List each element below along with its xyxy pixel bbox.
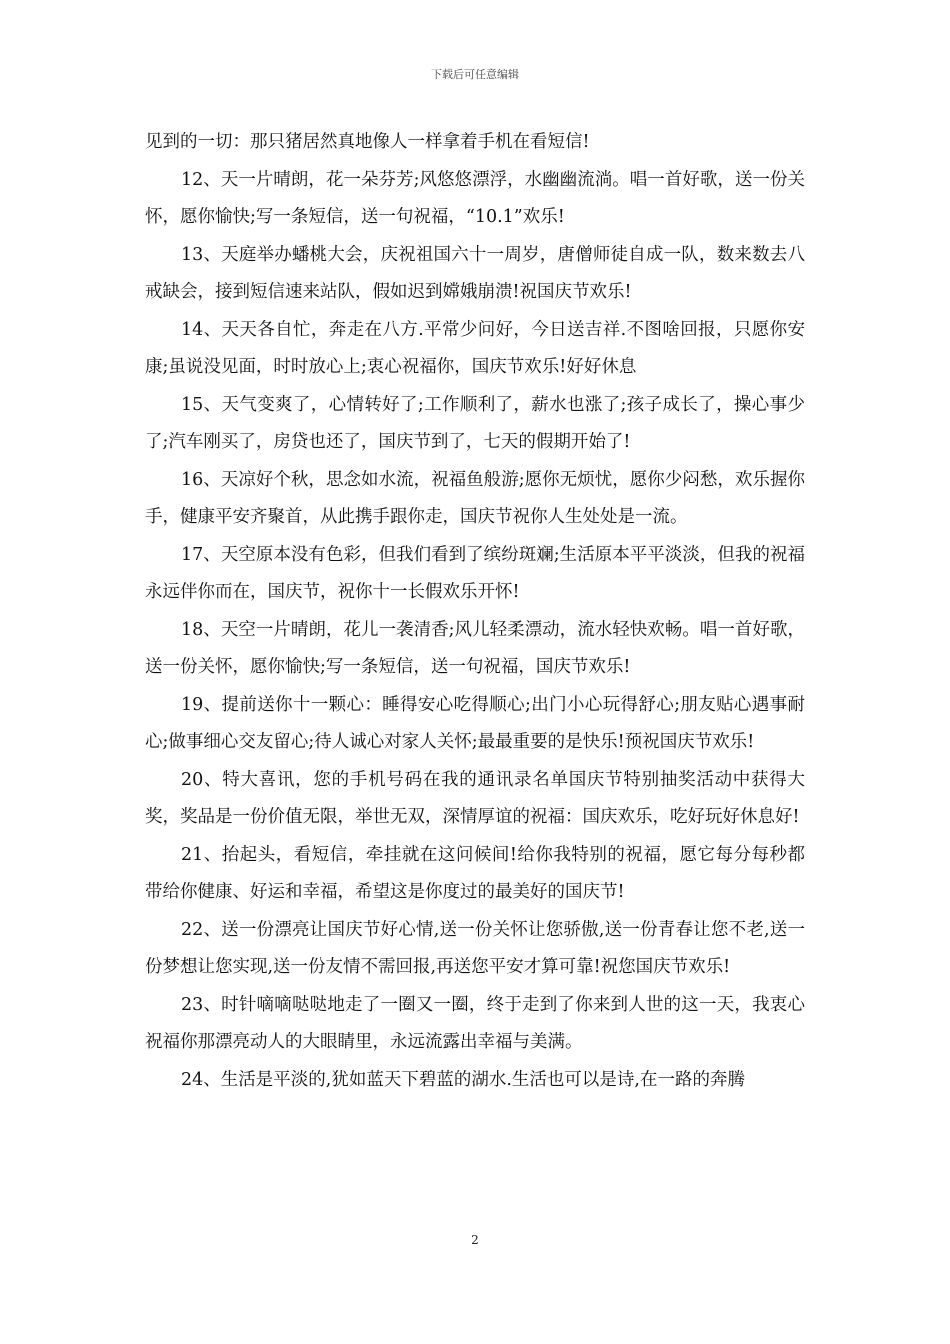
- paragraph-18: 18、天空一片晴朗，花儿一袭清香;风儿轻柔漂动，流水轻快欢畅。唱一首好歌，送一份关怀，愿你愉快;写一条短信，送一句祝福，国庆节欢乐!: [145, 619, 805, 677]
- paragraph-24: 24、生活是平淡的,犹如蓝天下碧蓝的湖水.生活也可以是诗,在一路的奔腾: [181, 1069, 745, 1090]
- paragraph-22: 22、送一份漂亮让国庆节好心情,送一份关怀让您骄傲,送一份青春让您不老,送一份梦想让您实现,送一份友情不需回报,再送您平安才算可靠!祝您国庆节欢乐!: [145, 919, 805, 977]
- paragraph-19: 19、提前送你十一颗心：睡得安心吃得顺心;出门小心玩得舒心;朋友贴心遇事耐心;做事细心交友留心;待人诚心对家人关怀;最最重要的是快乐!预祝国庆节欢乐!: [145, 694, 805, 752]
- paragraph-16: 16、天凉好个秋，思念如水流，祝福鱼般游;愿你无烦忧，愿你少闷愁，欢乐握你手，健康平安齐聚首，从此携手跟你走，国庆节祝你人生处处是一流。: [145, 469, 805, 527]
- paragraph-23: 23、时针嘀嘀哒哒地走了一圈又一圈，终于走到了你来到人世的这一天，我衷心祝福你那漂亮动人的大眼睛里，永远流露出幸福与美满。: [145, 994, 805, 1052]
- page-number: 2: [471, 1233, 479, 1247]
- paragraph-13: 13、天庭举办蟠桃大会，庆祝祖国六十一周岁，唐僧师徒自成一队，数来数去八戒缺会，接到短信速来站队，假如迟到嫦娥崩溃!祝国庆节欢乐!: [145, 244, 805, 302]
- paragraph-continuation: 见到的一切：那只猪居然真地像人一样拿着手机在看短信!: [145, 132, 590, 152]
- paragraph-14: 14、天天各自忙，奔走在八方.平常少问好，今日送吉祥.不图啥回报，只愿你安康;虽说没见面，时时放心上;衷心祝福你，国庆节欢乐!好好休息: [145, 319, 805, 377]
- paragraph-21: 21、抬起头，看短信，牵挂就在这问候间!给你我特别的祝福，愿它每分每秒都带给你健康、好运和幸福，希望这是你度过的最美好的国庆节!: [145, 844, 805, 902]
- page-header: 下载后可任意编辑: [431, 68, 519, 81]
- paragraph-15: 15、天气变爽了，心情转好了;工作顺利了，薪水也涨了;孩子成长了，操心事少了;汽车刚买了，房贷也还了，国庆节到了，七天的假期开始了!: [145, 394, 805, 452]
- document-body: [145, 124, 805, 1099]
- paragraph-17: 17、天空原本没有色彩，但我们看到了缤纷斑斓;生活原本平平淡淡，但我的祝福永远伴你而在，国庆节，祝你十一长假欢乐开怀!: [145, 544, 805, 602]
- paragraph-20: 20、特大喜讯，您的手机号码在我的通讯录名单国庆节特别抽奖活动中获得大奖，奖品是一份价值无限，举世无双，深情厚谊的祝福：国庆欢乐，吃好玩好休息好!: [145, 769, 805, 827]
- paragraph-12: 12、天一片晴朗，花一朵芬芳;风悠悠漂浮，水幽幽流淌。唱一首好歌，送一份关怀，愿你愉快;写一条短信，送一句祝福，“10.1”欢乐!: [145, 169, 805, 227]
